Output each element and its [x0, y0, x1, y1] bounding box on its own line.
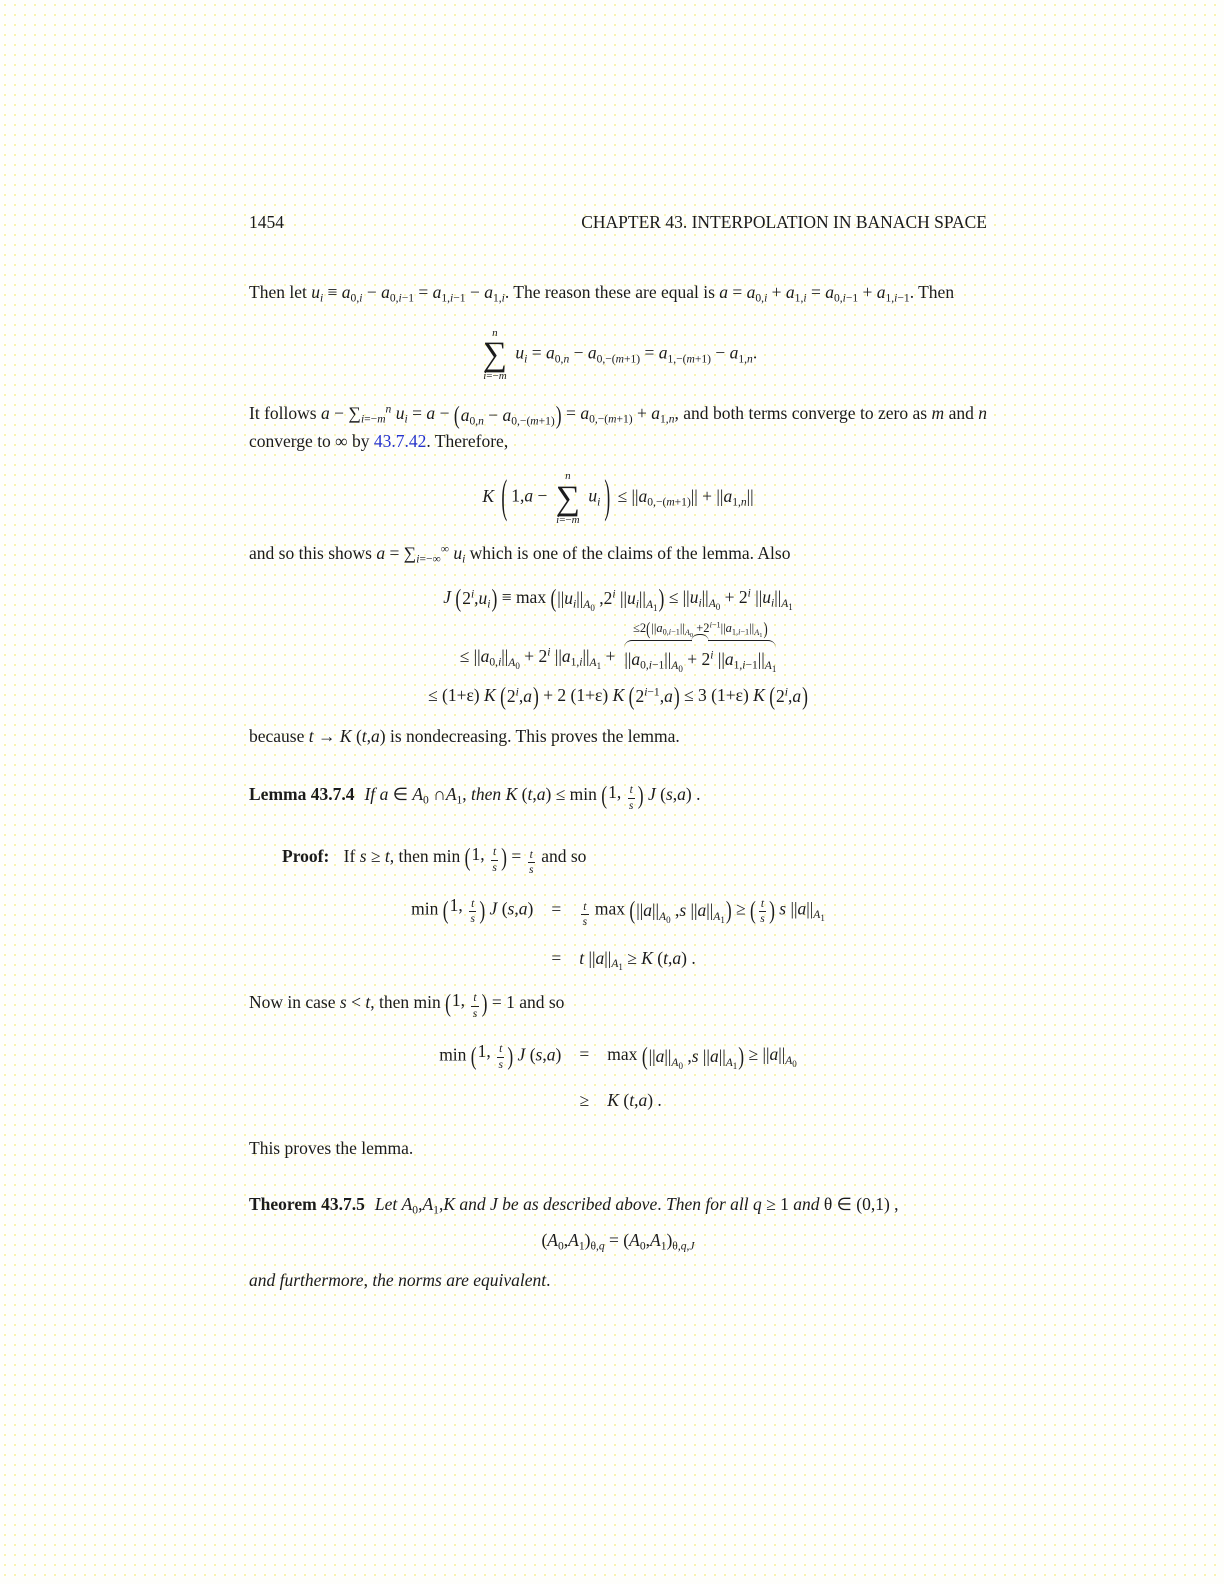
- overbrace-left-part: ≤ $||a_{0,i}||_{A_0} + 2^i$ $||a_{1,i}||_{A_1}$ +: [459, 646, 616, 671]
- eq1-row2-relation: =: [551, 947, 562, 968]
- eq1-row1-lhs: min ( 1, $\frac{t}{s}$ ) J (s,a): [411, 894, 534, 925]
- paragraph-this-proves: [249, 1135, 987, 1161]
- proof-paragraph: [249, 841, 987, 877]
- display-J-definition: J ( $2^i,u_i$ ) ≡ max ( $||u_i||_{A_0}$ ,2$^i$ $||u_i||_{A_1}$ ) ≤ $||u_i||_{A_0} + 2^i$ $||u_i||_{A_1}$: [443, 583, 793, 613]
- eq2-row2-relation: ≥: [579, 1089, 590, 1110]
- inline-math: If a ∈ $A_0$ $\cap A_1$, then K (t,a) ≤ min ( 1, $\frac{t}{s}$ ) J (s,a) .: [364, 780, 701, 812]
- inline-math: min ( 1, $\frac{t}{s}$ ) = $\frac{t}{s}$: [433, 842, 534, 876]
- eq1-row2-rhs: t $||a||_{A_1} \ge K$ (t,a) .: [579, 947, 696, 973]
- text-run: Then: [914, 282, 955, 302]
- eq1-row1-rhs: $\frac{t}{s}$ max ( $||a||_{A_0}$ ,s $||a||_{A_1}$ ) ≥ ( $\frac{t}{s}$ ) s $||a||_{A_1}$: [582, 894, 825, 929]
- text-run: and so: [514, 991, 565, 1012]
- eq2-row2-rhs: K (t,a) .: [607, 1089, 662, 1110]
- inline-math: $a = \sum_{i=-\infty}^\infty$ $u_i$: [376, 542, 466, 566]
- paragraph-it-follows: [249, 400, 987, 454]
- text-run: and so this shows: [249, 542, 377, 563]
- bold-heading: Lemma 43.7.4: [249, 783, 355, 804]
- eq1-row1-relation: =: [551, 898, 562, 919]
- inline-math: s ≥ t,: [359, 845, 395, 866]
- paragraph-furthermore: [249, 1267, 987, 1293]
- cross-reference-link[interactable]: 43.7.42: [373, 431, 427, 452]
- aligned-equations-2: [249, 1041, 987, 1111]
- inline-math: and furthermore, the norms are equivalent.: [249, 1269, 551, 1290]
- text-run: . Therefore,: [426, 431, 509, 452]
- bold-heading: Theorem 43.7.5: [249, 1193, 365, 1214]
- display-epsilon-inequality: ≤ (1+ε) K ( 2$^i$,a ) + 2 (1+ε) K ( $2^{i-1},a$ ) ≤ 3 (1+ε) K ( 2$^i$,a ): [428, 681, 808, 711]
- display-overbrace-inequality: [249, 618, 987, 674]
- inline-math: $a = a_{0,i} + a_{1,i} = a_{0,i-1} + a_{1,i-1}$.: [719, 282, 915, 305]
- text-run: and so: [536, 845, 587, 866]
- overbrace-icon: [624, 638, 776, 647]
- theorem-43-7-5: [249, 1191, 987, 1217]
- chapter-header: CHAPTER 43. INTERPOLATION IN BANACH SPACE: [581, 212, 987, 232]
- text-run: then: [374, 991, 414, 1012]
- text-run: Now in case: [249, 991, 340, 1012]
- inline-math: m: [931, 403, 945, 424]
- inline-math: s < t,: [339, 991, 375, 1012]
- text-run: is nondecreasing. This proves the lemma.: [385, 725, 680, 746]
- inline-math: $a - \sum_{i=-m}^n$ $u_i = a$ − ( $a_{0,n} - a_{0,-(m+1)}$ ) = $a_{0,-(m+1)} + a_{1,n}$,: [321, 399, 679, 429]
- inline-math: $u_i \equiv a_{0,i} - a_{0,i-1} = a_{1,i-1} - a_{1,i}$.: [311, 282, 510, 305]
- inline-math: Let $A_0,A_1,K$ and J be as described above. Then for all q ≥ 1 and θ ∈ (0,1) ,: [374, 1193, 899, 1217]
- text-run: converge to ∞ by: [249, 431, 374, 452]
- overbrace-under-part: $||a_{0,i-1}||_{A_0} + 2^i$ $||a_{1,i-1}||_{A_1}$: [624, 649, 777, 674]
- eq2-row1-lhs: min ( 1, $\frac{t}{s}$ ) J (s,a): [439, 1040, 562, 1071]
- paragraph-because: [249, 723, 987, 749]
- display-theta-equality: $(A_0,A_1)_{\theta,q} = (A_0,A_1)_{\theta,q,J}$: [541, 1229, 695, 1253]
- eq2-row1-relation: =: [579, 1044, 590, 1065]
- overbrace-label: ≤2 ( $||a_{0,i-1}||_{A_0} +2^{i-1}||a_{1,i-1}||_{A_1}$ ): [633, 618, 768, 639]
- aligned-equations-1: [249, 894, 987, 973]
- display-K-inequality: K ( 1,a − n ∑ i=−m $u_i$ ) ≤ $||a_{0,-(m+1)}|| + ||a_{1,n}||$: [482, 469, 754, 526]
- text-run: because: [249, 725, 309, 746]
- page-header: [249, 212, 987, 233]
- overbrace-line: [249, 618, 987, 674]
- page-content: [249, 212, 987, 1293]
- text-run: and: [944, 403, 979, 424]
- text-run: Then let: [249, 282, 312, 302]
- bold-heading: Proof:: [282, 845, 330, 866]
- paragraph-and-so: [249, 540, 987, 566]
- lemma-43-7-4: [249, 779, 987, 813]
- text-run: This proves the lemma.: [249, 1137, 414, 1158]
- text-run: The reason these are equal is: [509, 282, 720, 302]
- page-number: 1454: [249, 212, 284, 232]
- inline-math: n: [978, 403, 988, 424]
- text-run: and both terms converge to zero as: [678, 403, 932, 424]
- paragraph-then-let: [249, 279, 987, 305]
- inline-math: t → K (t,a): [308, 725, 386, 746]
- text-run: which is one of the claims of the lemma. Also: [465, 542, 791, 563]
- overbrace-group: [624, 618, 777, 674]
- paragraph-now-in-case: [249, 987, 987, 1021]
- text-run: It follows: [249, 403, 322, 424]
- display-sum-formula: n ∑ i=−m $u_i = a_{0,n} - a_{0,-(m+1)} = a_{1,-(m+1)} - a_{1,n}$.: [482, 327, 758, 383]
- text-run: then: [394, 845, 434, 866]
- eq2-row1-rhs: max ( $||a||_{A_0}$ ,s $||a||_{A_1}$ ) ≥ $||a||_{A_0}$: [607, 1040, 797, 1071]
- text-run: If: [339, 845, 360, 866]
- inline-math: min ( 1, $\frac{t}{s}$ ) = 1: [413, 988, 515, 1020]
